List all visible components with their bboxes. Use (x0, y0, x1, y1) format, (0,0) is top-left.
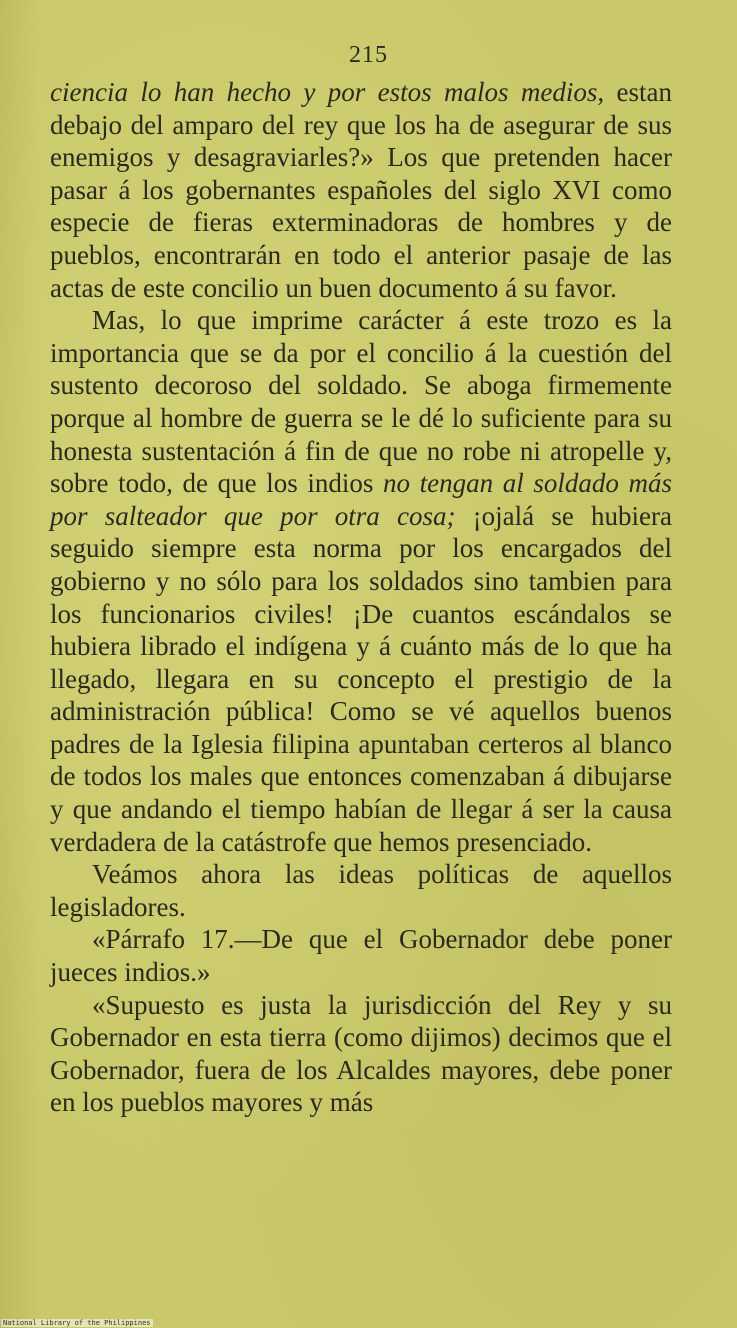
page-number: 215 (349, 42, 388, 68)
paragraph-text-after: ¡ojalá se hubiera seguido siempre esta norma por los encargados del gobierno y no sólo para los soldados sino tambien para los funcionarios civiles! ¡De cuantos escándalos se hubiera librado el indígena y á cuánto más de lo que ha llegado, llegara en su concepto el prestigio de la administración pública! Como se vé aquellos buenos padres de la Iglesia filipina apuntaban certeros al blanco de todos los males que entonces comenzaban á dibujarse y que andando el tiempo habían de llegar á ser la causa verdadera de la catástrofe que hemos presenciado. (50, 500, 672, 857)
paragraph-text: estan debajo del amparo del rey que los ha de asegurar de sus enemigos y desagraviarles?» Los que pretenden hacer pasar á los gobernantes españoles del siglo XVI como especie de fieras exterminadoras de hombres y de pueblos, encontrarán en todo el anterior pasaje de las actas de este concilio un buen documento á su favor. (50, 77, 672, 303)
italic-quote: no tengan al soldado más por salteador que por otra cosa; (50, 468, 672, 531)
paragraph-continuation (50, 76, 672, 304)
paragraph-parrafo-17: «Párrafo 17.—De que el Gobernador debe poner jueces indios.» (50, 924, 672, 988)
body-text (50, 76, 672, 1119)
paragraph-text-before: Mas, lo que imprime carácter á este trozo es la importancia que se da por el concilio á la cuestión del sustento decoroso del soldado. Se aboga firmemente porque al hombre de guerra se le dé lo suficiente para su honesta sustentación á fin de que no robe ni atropelle y, sobre todo, de que los indios (50, 305, 672, 499)
paragraph-ideas-politicas: Veámos ahora las ideas políticas de aquellos legisladores. (50, 859, 672, 922)
library-credit: National Library of the Philippines (3, 1319, 151, 1327)
italic-lead: ciencia lo han hecho y por estos malos medios, (50, 77, 605, 107)
paragraph-sustento (50, 304, 672, 858)
paragraph-supuesto: «Supuesto es justa la jurisdicción del Rey y su Gobernador en esta tierra (como dijimos) decimos que el Gobernador, fuera de los Alcaldes mayores, debe poner en los pueblos mayores y más (50, 989, 672, 1118)
